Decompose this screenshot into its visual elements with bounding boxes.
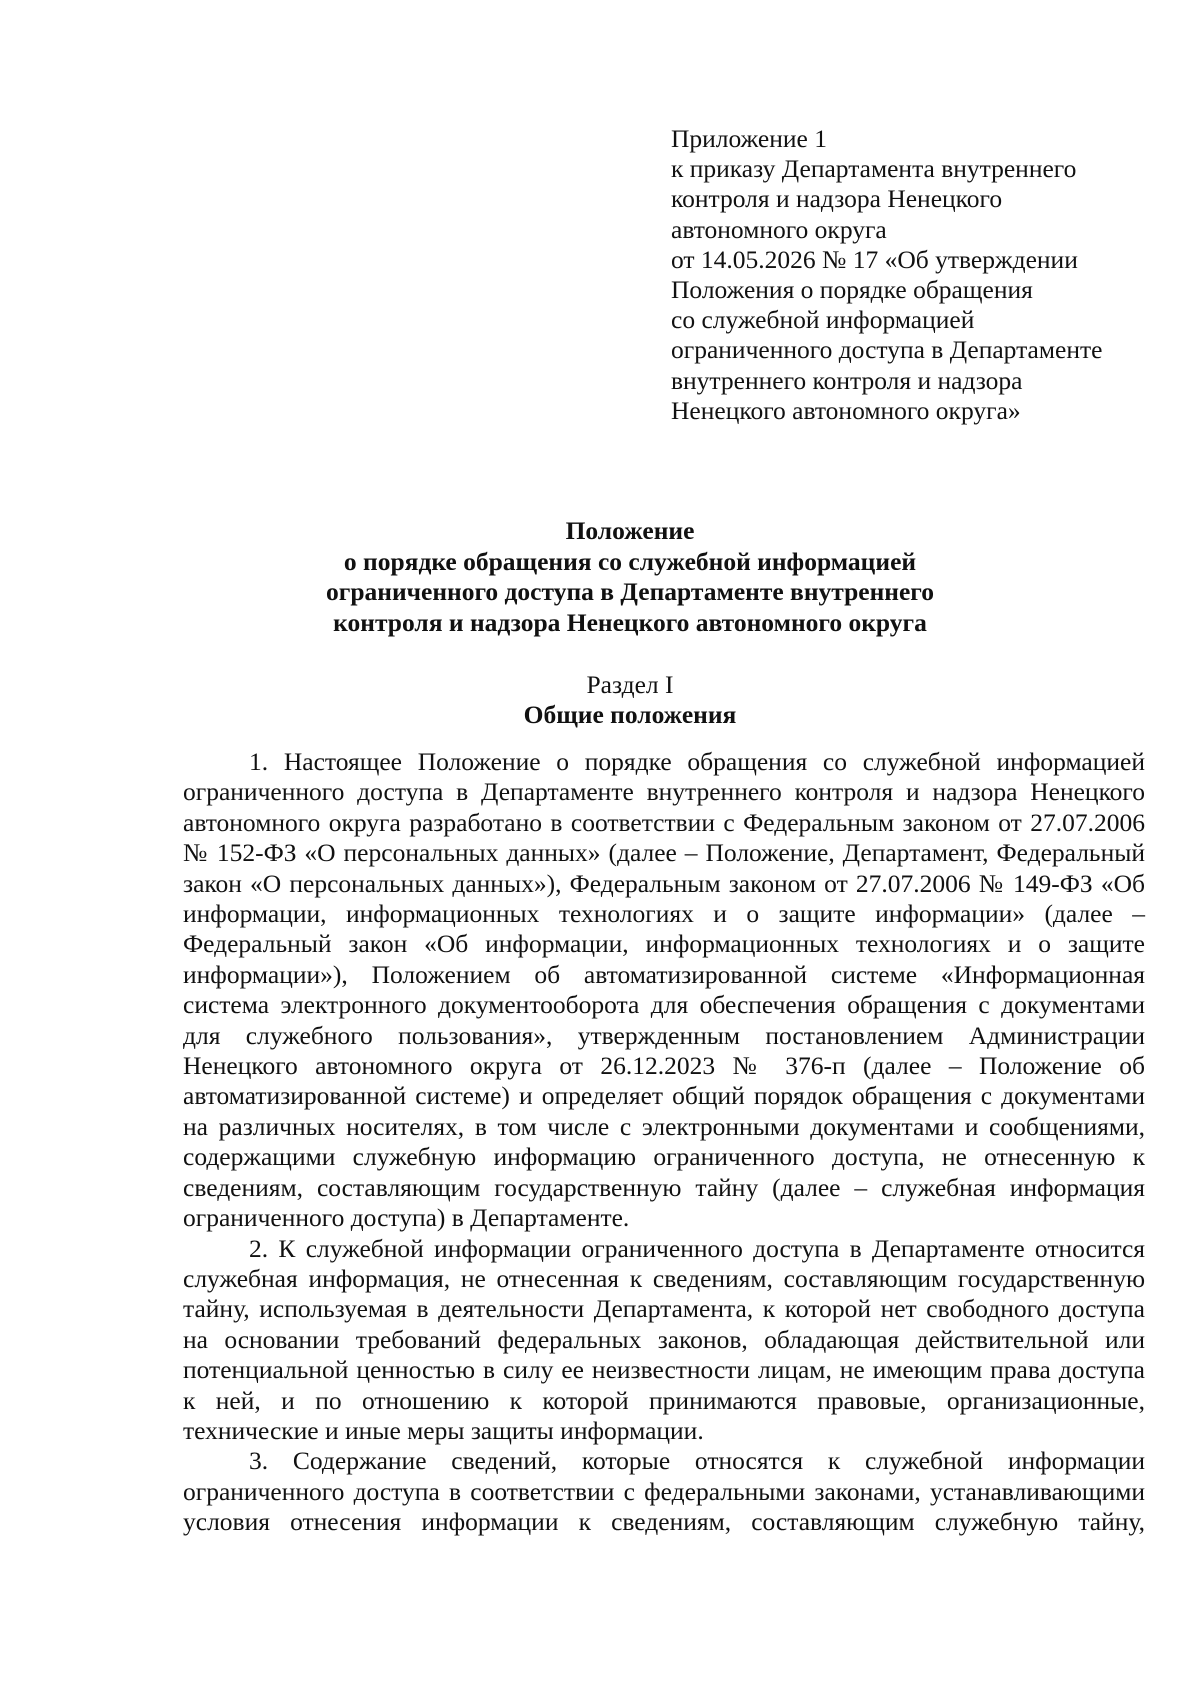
annex-line: Ненецкого автономного округа» <box>671 395 1021 425</box>
annex-line: контроля и надзора Ненецкого <box>671 184 1003 214</box>
section-label: Раздел I <box>586 670 674 699</box>
section-heading: Общие положения <box>523 700 737 729</box>
paragraph-1: 1. Настоящее Положение о порядке обращения со служебной информацией ограниченного доступа в Департаменте внутреннего контроля и надзора Ненецкого автономного округа разработано в соответствии с Федеральным законом от 27.07.2006 № 152-ФЗ «О персональных данных» (далее – Положение, Департамент, Федеральный закон «О персональных данных»), Федеральным законом от 27.07.2006 № 149-ФЗ «Об информации, информационных технологиях и о защите информации» (далее – Федеральный закон «Об информации, информационных технологиях и о защите информации»), Положением об автоматизированной системе «Информационная система электронного документооборота для обеспечения обращения с документами для служебного пользования», утвержденным постановлением Администрации Ненецкого автономного округа от 26.12.2023 № 376-п (далее – Положение об автоматизированной системе) и определяет общий порядок обращения с документами на различных носителях, в том числе с электронными документами и сообщениями, содержащими служебную информацию ограниченного доступа, не отнесенную к сведениям, составляющим государственную тайну (далее – служебная информация ограниченного доступа) в Департаменте. <box>183 747 1145 1233</box>
annex-line: внутреннего контроля и надзора <box>671 365 1023 395</box>
title-line: Положение <box>565 516 695 545</box>
annex-block <box>671 124 1141 426</box>
annex-line: автономного округа <box>671 214 887 244</box>
annex-line: со служебной информацией <box>671 305 975 335</box>
paragraph-3: 3. Содержание сведений, которые относятся к служебной информации ограниченного доступа в соответствии с федеральными законами, устанавливающими условия отнесения информации к сведениям, составляющим служебную тайну, <box>183 1446 1145 1537</box>
annex-line: к приказу Департамента внутреннего <box>671 154 1077 184</box>
title-line: о порядке обращения со служебной информацией <box>343 546 917 576</box>
title-line: контроля и надзора Ненецкого автономного округа <box>333 607 927 637</box>
paragraph-2: 2. К служебной информации ограниченного доступа в Департаменте относится служебная информация, не отнесенная к сведениям, составляющим государственную тайну, используемая в деятельности Департамента, к которой нет свободного доступа на основании требований федеральных законов, обладающая действительной или потенциальной ценностью в силу ее неизвестности лицам, не имеющим права доступа к ней, и по отношению к которой принимаются правовые, организационные, технические и иные меры защиты информации. <box>183 1233 1145 1445</box>
annex-line: ограниченного доступа в Департаменте <box>671 335 1103 365</box>
annex-line: от 14.05.2026 № 17 «Об утверждении <box>671 244 1078 274</box>
title-line: ограниченного доступа в Департаменте внутреннего <box>325 577 934 606</box>
annex-line: Положения о порядке обращения <box>671 275 1033 305</box>
document-title <box>180 516 1080 638</box>
annex-line: Приложение 1 <box>671 124 827 153</box>
document-body <box>183 747 1145 1538</box>
